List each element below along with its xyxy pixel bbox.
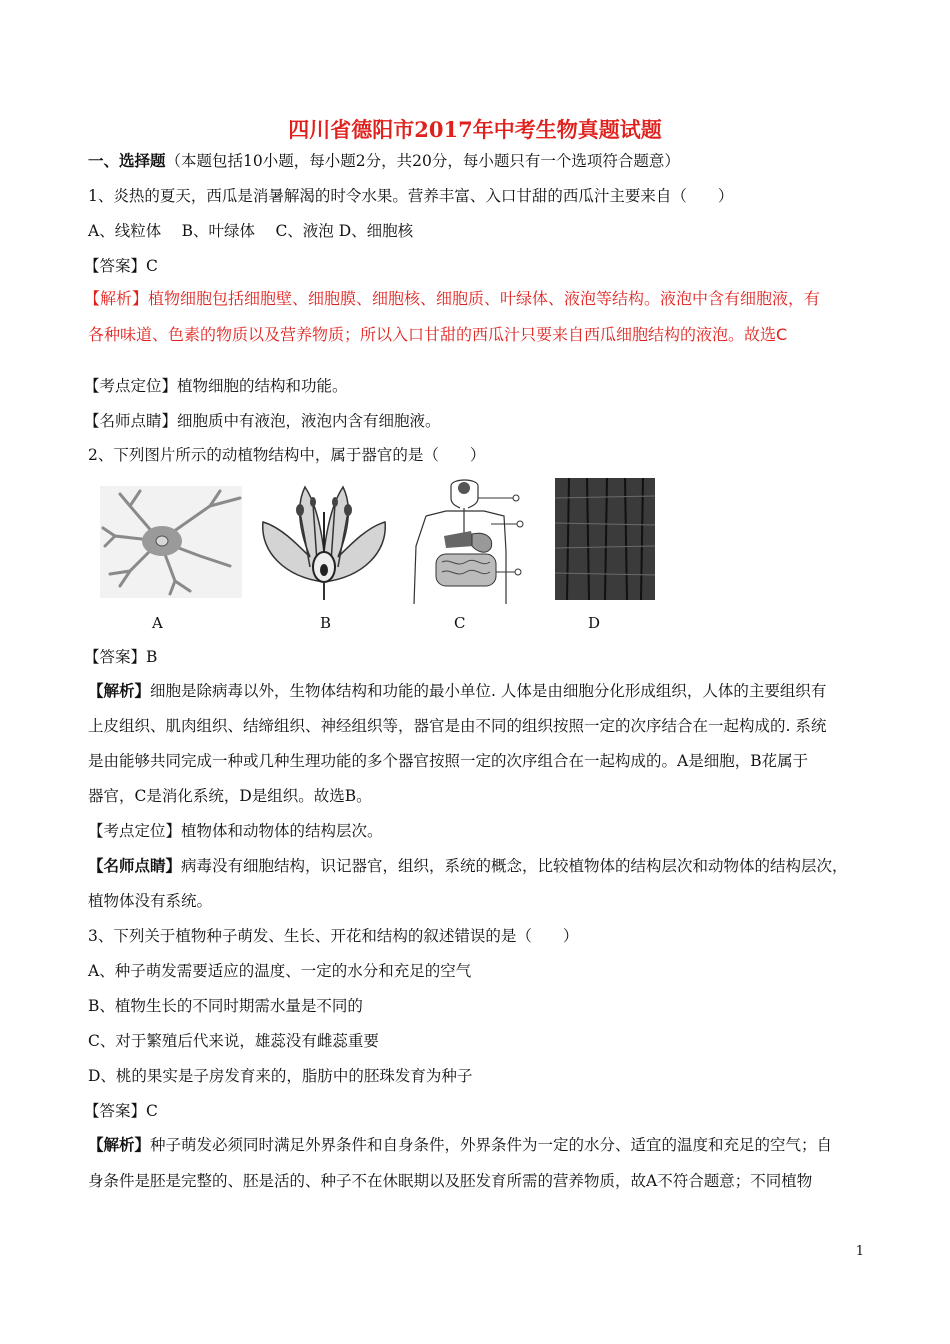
page-title: 四川省德阳市2017年中考生物真题试题 [288,117,662,142]
q2-analysis-line3: 是由能够共同完成一种或几种生理功能的多个器官按照一定的次序组合在一起构成的。A是细胞，B花属于 [88,752,809,770]
q1-stem: 1、炎热的夏天，西瓜是消暑解渴的时令水果。营养丰富、入口甘甜的西瓜汁主要来自（ ） [88,187,734,205]
q3-option-d: D、桃的果实是子房发育来的，脂肪中的胚珠发育为种子 [88,1067,473,1085]
q3-analysis-tag: 【解析】 [88,1135,151,1154]
q2-analysis-text: 细胞是除病毒以外，生物体结构和功能的最小单位. 人体是由细胞分化形成组织，人体的主要组织有 [150,682,827,700]
figure-label-c: C [454,614,466,632]
q2-analysis-line4: 器官，C是消化系统，D是组织。故选B。 [88,787,372,805]
q1-tip: 【名师点睛】细胞质中有液泡，液泡内含有细胞液。 [84,412,441,430]
q3-analysis-line1 [88,1134,832,1156]
q1-answer: 【答案】C [84,257,158,275]
q2-stem: 2、下列图片所示的动植物结构中，属于器官的是（ ） [88,446,486,464]
muscle-tissue-figure [555,478,655,600]
figure-label-d: D [588,614,601,632]
figure-label-a: A [152,614,163,632]
q2-analysis-line2: 上皮组织、肌肉组织、结缔组织、神经组织等，器官是由不同的组织按照一定的次序结合在一起构成的. 系统 [88,717,827,735]
q2-tip-line2: 植物体没有系统。 [88,892,213,910]
q2-answer: 【答案】B [84,648,158,666]
q1-analysis-line2: 各种味道、色素的物质以及营养物质；所以入口甘甜的西瓜汁只要来自西瓜细胞结构的液泡。故选C [88,325,788,344]
q1-options: A、线粒体 B、叶绿体 C、液泡 D、细胞核 [88,222,414,240]
q3-answer: 【答案】C [84,1102,158,1120]
q2-analysis-tag: 【解析】 [88,681,151,700]
q2-tip-text: 病毒没有细胞结构，识记器官，组织，系统的概念，比较植物体的结构层次和动物体的结构层次， [181,857,848,875]
q2-point: 【考点定位】植物体和动物体的结构层次。 [88,822,383,840]
digestive-system-figure [406,476,524,606]
figure-label-b: B [320,614,332,632]
flower-figure [255,482,393,602]
q1-point: 【考点定位】植物细胞的结构和功能。 [84,377,348,395]
q3-stem: 3、下列关于植物种子萌发、生长、开花和结构的叙述错误的是（ ） [88,927,579,945]
page-number: 1 [855,1244,864,1259]
q3-analysis-line2: 身条件是胚是完整的、胚是活的、种子不在休眠期以及胚发育所需的营养物质，故A不符合题意；不同植物 [88,1172,813,1190]
q3-option-c: C、对于繁殖后代来说，雄蕊没有雌蕊重要 [88,1032,379,1050]
q3-option-b: B、植物生长的不同时期需水量是不同的 [88,997,363,1015]
neuron-figure [100,486,242,598]
q2-analysis-line1 [88,680,826,702]
q3-option-a: A、种子萌发需要适应的温度、一定的水分和充足的空气 [88,962,472,980]
q2-tip-tag: 【名师点睛】 [88,856,182,875]
section-note: （本题包括10小题，每小题2分，共20分，每小题只有一个选项符合题意） [165,152,680,170]
section-heading-label: 一、选择题 [88,151,166,170]
section-heading [88,150,680,172]
q3-analysis-text: 种子萌发必须同时满足外界条件和自身条件，外界条件为一定的水分、适宜的温度和充足的空气；自 [150,1136,833,1154]
q2-tip-line1 [88,855,848,877]
q1-analysis-line1: 【解析】植物细胞包括细胞壁、细胞膜、细胞核、细胞质、叶绿体、液泡等结构。液泡中含有细胞液，有 [84,289,821,308]
